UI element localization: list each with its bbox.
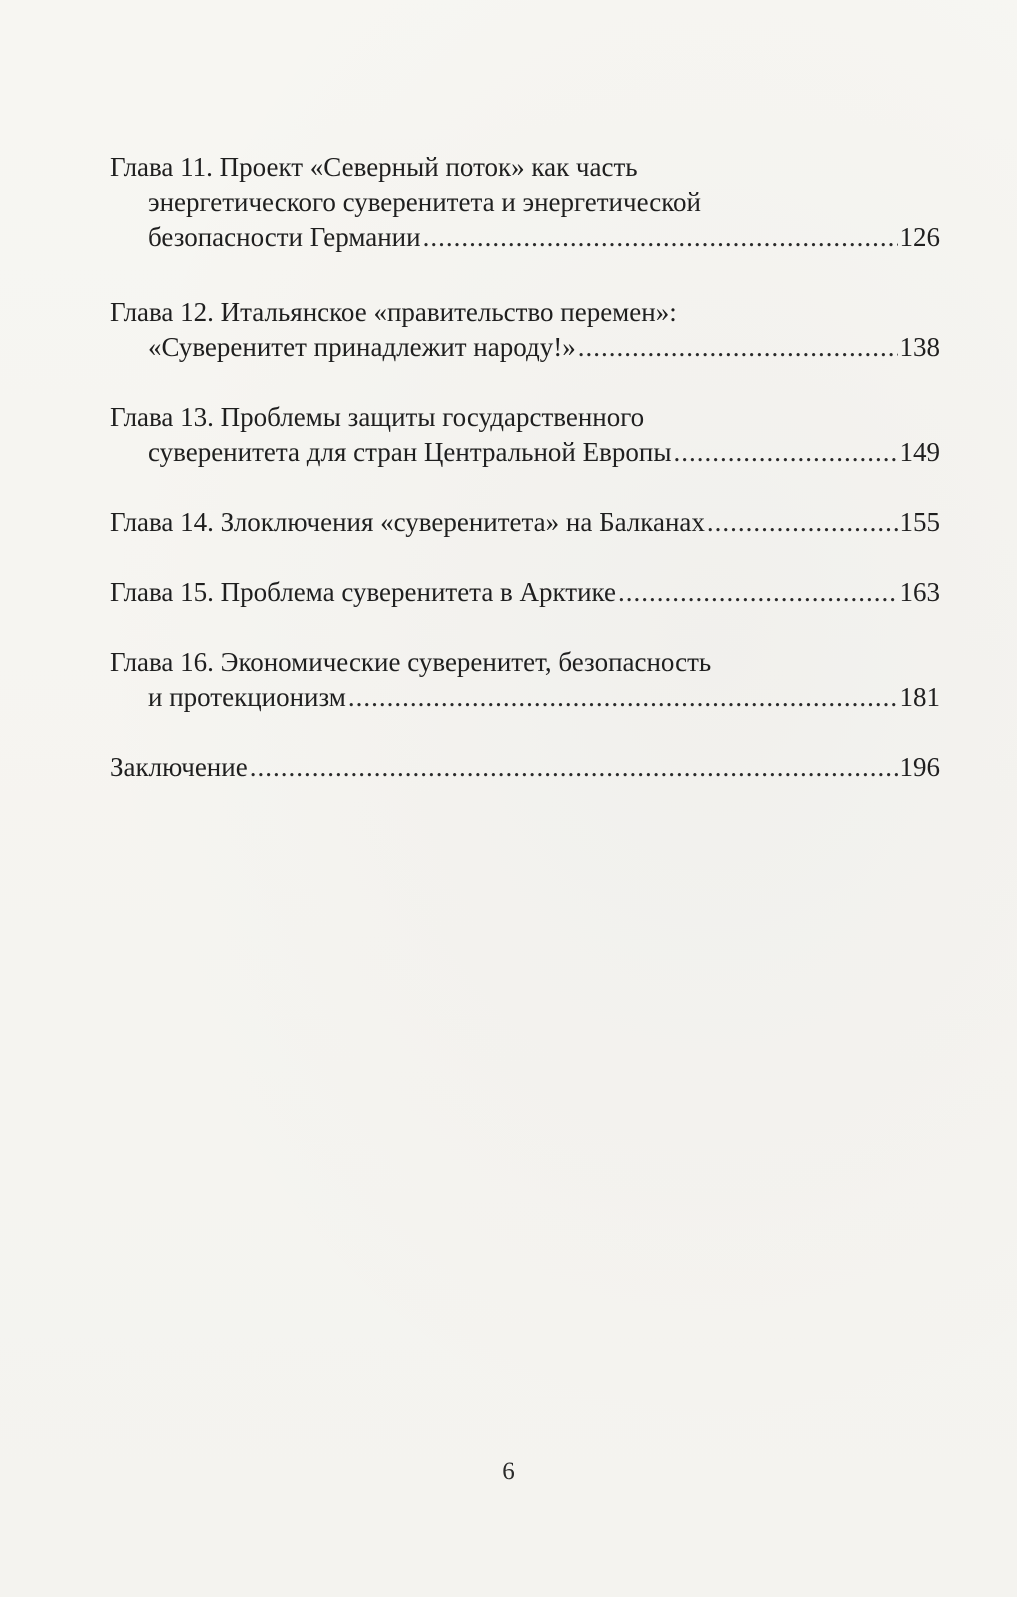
toc-entry-title-line: Глава 16. Экономические суверенитет, безопасность bbox=[110, 647, 712, 677]
toc-entry-chapter-11 bbox=[110, 150, 940, 255]
toc-entry-leader-line bbox=[110, 330, 940, 365]
toc-entry-page-number: 181 bbox=[899, 682, 940, 712]
toc-entry-leader-line bbox=[110, 435, 940, 470]
toc-entry-title-end: и протекционизм bbox=[148, 682, 346, 712]
dot-leader bbox=[578, 330, 898, 365]
toc-entry-page-number: 155 bbox=[899, 507, 940, 537]
toc-entry-page-number: 138 bbox=[899, 332, 940, 362]
toc-entry-chapter-14 bbox=[110, 505, 940, 540]
toc-entry-title-line: Глава 11. Проект «Северный поток» как часть bbox=[110, 152, 638, 182]
toc-entry-page-number: 126 bbox=[899, 222, 940, 252]
dot-leader bbox=[707, 505, 898, 540]
toc-entry-page-number: 196 bbox=[899, 752, 940, 782]
toc-entry-title-line: Глава 12. Итальянское «правительство перемен»: bbox=[110, 297, 677, 327]
toc-entry-title-end: Глава 14. Злоключения «суверенитета» на Балканах bbox=[110, 507, 705, 537]
toc-entry-chapter-13 bbox=[110, 400, 940, 470]
toc-entry-page-number: 149 bbox=[899, 437, 940, 467]
toc-entry-title-end: «Суверенитет принадлежит народу!» bbox=[148, 332, 576, 362]
toc-entry-leader-line bbox=[110, 505, 940, 540]
toc-entry-page-number: 163 bbox=[899, 577, 940, 607]
toc-entry-leader-line bbox=[110, 220, 940, 255]
dot-leader bbox=[250, 750, 898, 785]
toc-entry-title-end: суверенитета для стран Центральной Европы bbox=[148, 437, 672, 467]
dot-leader bbox=[618, 575, 898, 610]
toc-entry-chapter-15 bbox=[110, 575, 940, 610]
page-number: 6 bbox=[502, 1458, 515, 1485]
toc-entry-title-line: Глава 13. Проблемы защиты государственного bbox=[110, 402, 645, 432]
toc-entry-chapter-16 bbox=[110, 645, 940, 715]
dot-leader bbox=[348, 680, 898, 715]
toc-entry-title-end: безопасности Германии bbox=[148, 222, 421, 252]
toc-entry-title-end: Глава 15. Проблема суверенитета в Арктике bbox=[110, 577, 616, 607]
toc-entry-leader-line bbox=[110, 575, 940, 610]
toc-entry-chapter-12 bbox=[110, 295, 940, 365]
toc-entry-title-line: энергетического суверенитета и энергетической bbox=[148, 187, 701, 217]
toc-entry-leader-line bbox=[110, 750, 940, 785]
dot-leader bbox=[423, 220, 898, 255]
toc-entry-title-end: Заключение bbox=[110, 752, 248, 782]
toc-entry-leader-line bbox=[110, 680, 940, 715]
dot-leader bbox=[673, 435, 897, 470]
toc-entry-conclusion bbox=[110, 750, 940, 785]
